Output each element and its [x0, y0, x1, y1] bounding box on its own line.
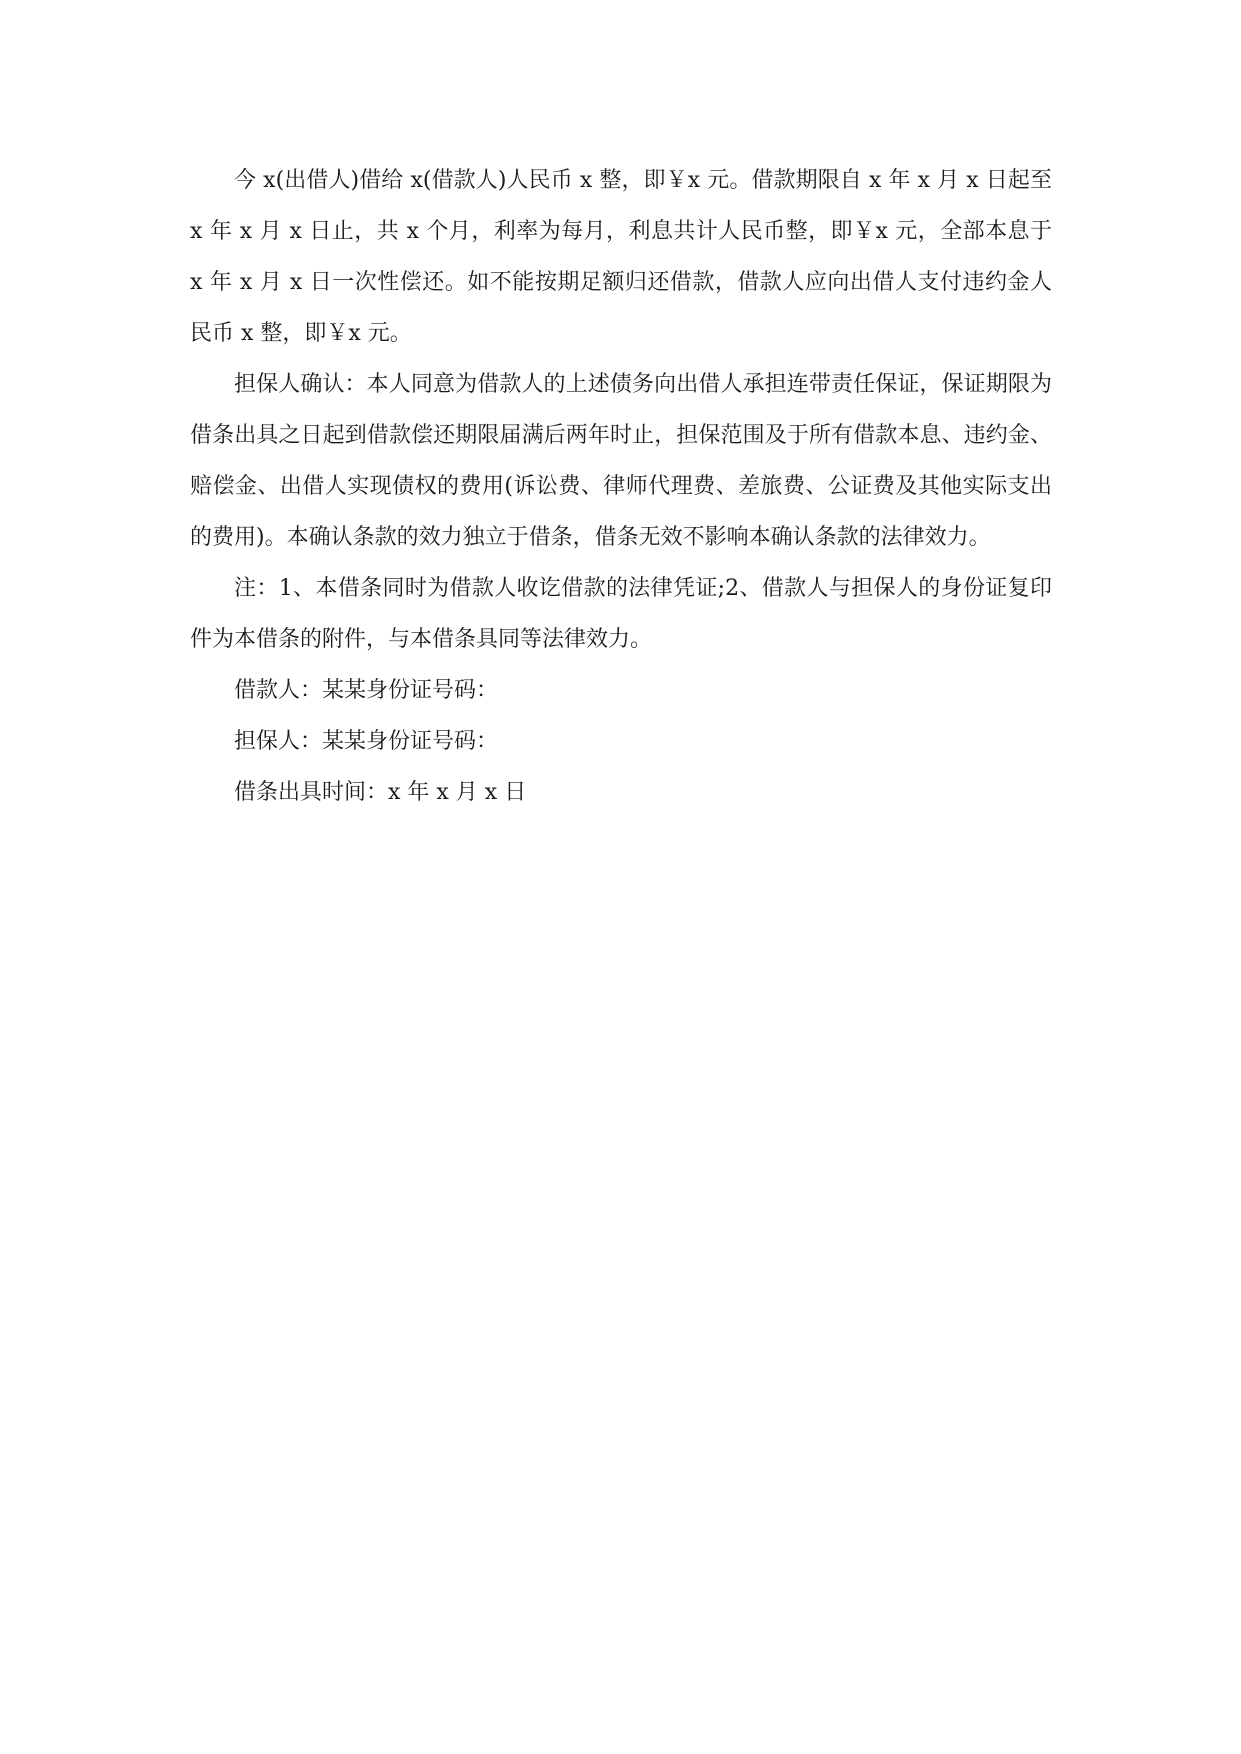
loan-terms-paragraph: 今 x(出借人)借给 x(借款人)人民币 x 整，即￥x 元。借款期限自 x 年 x 月 x 日起至 x 年 x 月 x 日止，共 x 个月，利率为每月，利息共计人民币整，即￥x 元，全部本息于 x 年 x 月 x 日一次性偿还。如不能按期足额归还借款，借款人应向出借人支付违约金人民币 x 整，即￥x 元。	[190, 168, 1052, 346]
note-paragraph: 注：1、本借条同时为借款人收讫借款的法律凭证;2、借款人与担保人的身份证复印件为本借条的附件，与本借条具同等法律效力。	[190, 576, 1052, 652]
borrower-signature-line: 借款人：某某身份证号码：	[234, 678, 499, 703]
guarantor-signature-line: 担保人：某某身份证号码：	[234, 729, 499, 754]
document-body	[190, 155, 1052, 818]
issue-date-line: 借条出具时间：x 年 x 月 x 日	[234, 780, 527, 805]
guarantor-confirmation-paragraph: 担保人确认：本人同意为借款人的上述债务向出借人承担连带责任保证，保证期限为借条出具之日起到借款偿还期限届满后两年时止，担保范围及于所有借款本息、违约金、赔偿金、出借人实现债权的费用(诉讼费、律师代理费、差旅费、公证费及其他实际支出的费用)。本确认条款的效力独立于借条，借条无效不影响本确认条款的法律效力。	[190, 372, 1052, 550]
